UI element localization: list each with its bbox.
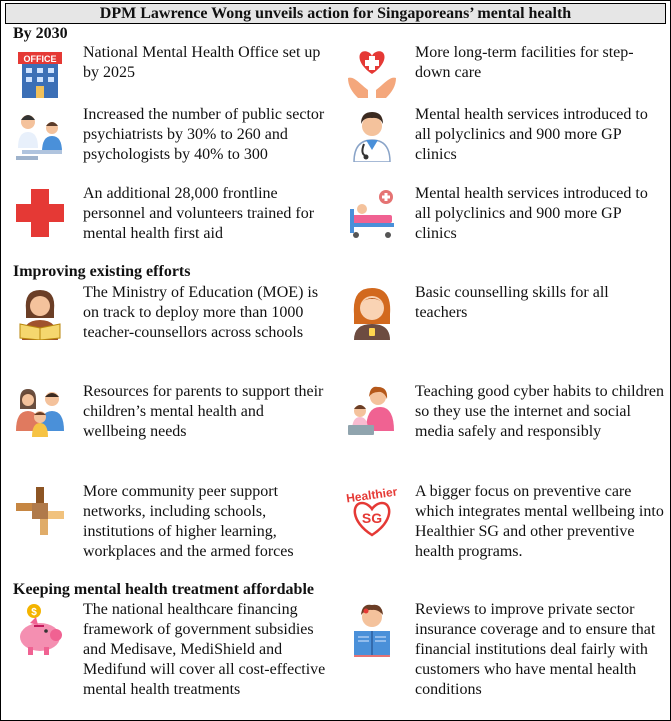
section-heading-improving: Improving existing efforts: [13, 263, 191, 280]
svg-text:$: $: [31, 607, 37, 618]
teacher-reading-icon: [11, 283, 69, 341]
item-office: [11, 43, 336, 101]
office-building-icon: [11, 43, 69, 101]
item-cyber-text: Teaching good cyber habits to children so they use the internet and social media safely and responsibly: [415, 383, 665, 440]
parent-child-laptop-icon: [343, 382, 401, 440]
doctor-icon: [343, 105, 401, 163]
item-psychiatrists: [11, 105, 336, 165]
item-insurance: [343, 600, 668, 700]
item-office-text: National Mental Health Office set up by 2025: [83, 44, 321, 81]
linked-hands-icon: [11, 482, 69, 540]
svg-text:OFFICE: OFFICE: [23, 54, 57, 64]
svg-text:SG: SG: [361, 510, 383, 526]
item-cyber: [343, 382, 668, 442]
doctor-consultation-icon: [11, 105, 69, 163]
item-psychiatrists-text: Increased the number of public sector psychiatrists by 30% to 260 and psychologists by 40% to 300: [83, 106, 325, 163]
person-reading-icon: [343, 600, 401, 658]
item-polyclinics-1-text: Mental health services introduced to all polyclinics and 900 more GP clinics: [415, 106, 648, 163]
family-icon: [11, 382, 69, 440]
item-financing: [11, 600, 336, 700]
section-heading-by-2030: By 2030: [13, 25, 68, 42]
piggy-bank-icon: [11, 600, 69, 658]
item-polyclinics-2: [343, 184, 668, 244]
item-facilities-text: More long-term facilities for step-down care: [415, 44, 634, 81]
item-counselling-text: Basic counselling skills for all teachers: [415, 284, 609, 321]
item-insurance-text: Reviews to improve private sector insurance coverage and to ensure that financial institutions deal fairly with customers who have mental health conditions: [415, 601, 656, 698]
red-cross-icon: [11, 184, 69, 242]
item-parents-text: Resources for parents to support their children’s mental health and wellbeing needs: [83, 383, 324, 440]
counsellor-icon: [343, 283, 401, 341]
heart-hands-icon: [343, 43, 401, 101]
item-polyclinics-2-text: Mental health services introduced to all polyclinics and 900 more GP clinics: [415, 185, 648, 242]
healthier-sg-logo: [343, 482, 401, 540]
item-peer: [11, 482, 336, 562]
item-moe: [11, 283, 336, 343]
item-peer-text: More community peer support networks, including schools, institutions of higher learning, workplaces and the armed forces: [83, 483, 294, 560]
page-title: DPM Lawrence Wong unveils action for Singaporeans’ mental health: [5, 3, 666, 24]
item-moe-text: The Ministry of Education (MOE) is on track to deploy more than 1000 teacher-counsellors across schools: [83, 284, 319, 341]
item-polyclinics-1: [343, 105, 668, 165]
item-preventive-text: A bigger focus on preventive care which integrates mental wellbeing into Healthier SG and other preventive health programs.: [415, 483, 664, 560]
section-heading-affordable: Keeping mental health treatment affordable: [13, 581, 314, 598]
item-firstaid: [11, 184, 336, 244]
item-facilities: [343, 43, 668, 101]
item-firstaid-text: An additional 28,000 frontline personnel and volunteers trained for mental health first aid: [83, 185, 315, 242]
item-parents: [11, 382, 336, 442]
item-preventive: [343, 482, 668, 562]
item-counselling: [343, 283, 668, 341]
hospital-bed-icon: [343, 184, 401, 242]
item-financing-text: The national healthcare financing framework of government subsidies and Medisave, MediShield and Medifund will cover all cost-effective mental health treatments: [83, 601, 326, 698]
svg-text:Healthier: Healthier: [345, 484, 399, 506]
